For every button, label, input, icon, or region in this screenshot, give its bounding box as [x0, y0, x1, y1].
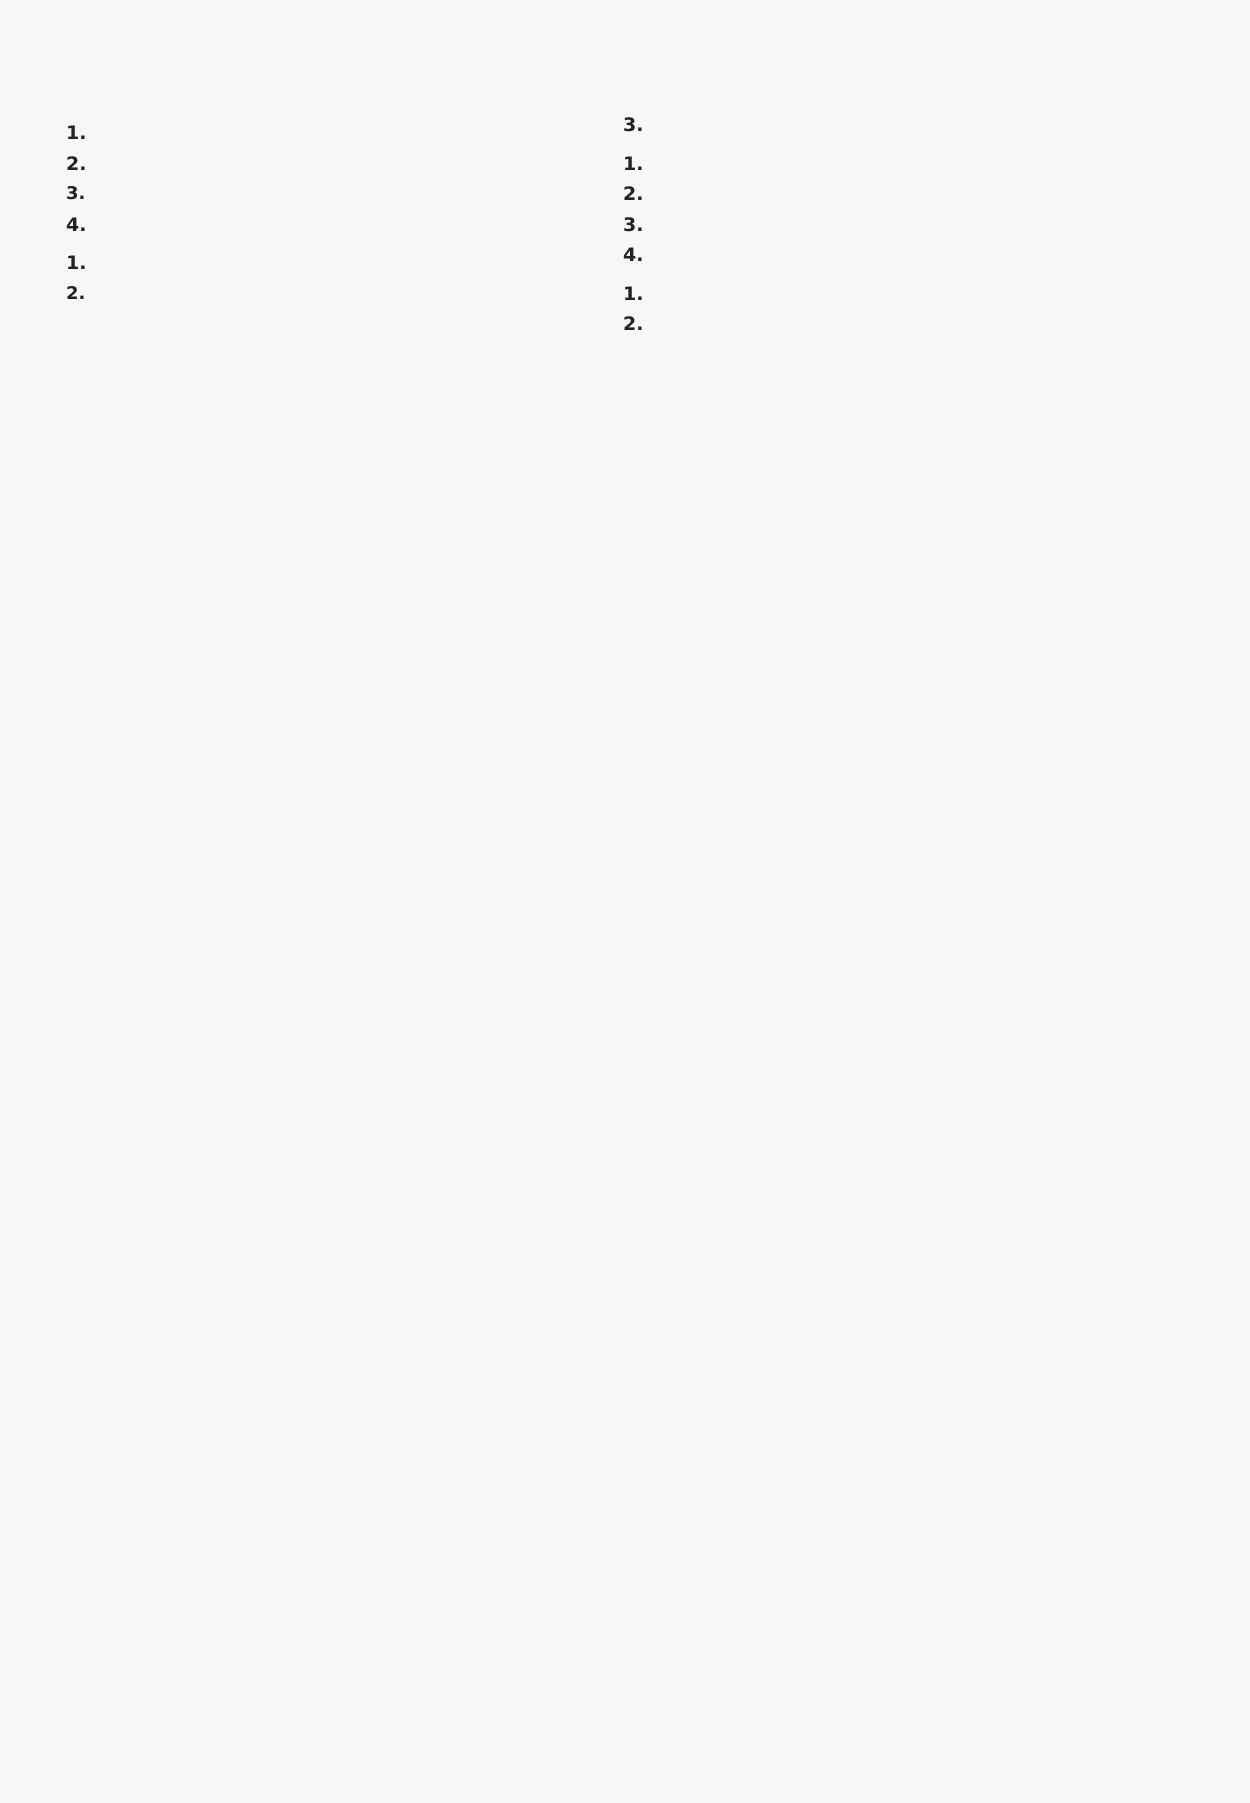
answer-item: 1.: [66, 252, 87, 274]
right-column: [623, 110, 1153, 340]
answer-item: 3.: [623, 213, 644, 236]
left-column: [66, 110, 596, 309]
answer-item: 3.: [623, 114, 644, 136]
answer-item: 2.: [623, 313, 644, 335]
answer-item: 3.: [66, 183, 86, 204]
answer-item: 4.: [623, 244, 644, 266]
answer-item: 2.: [623, 183, 644, 205]
answer-item: 4.: [66, 213, 87, 236]
answer-item: 1.: [623, 282, 644, 305]
answer-item: 2.: [66, 152, 87, 175]
answer-item: 1.: [623, 152, 644, 175]
answer-item: 1.: [66, 122, 87, 144]
answer-item: 2.: [66, 282, 86, 304]
